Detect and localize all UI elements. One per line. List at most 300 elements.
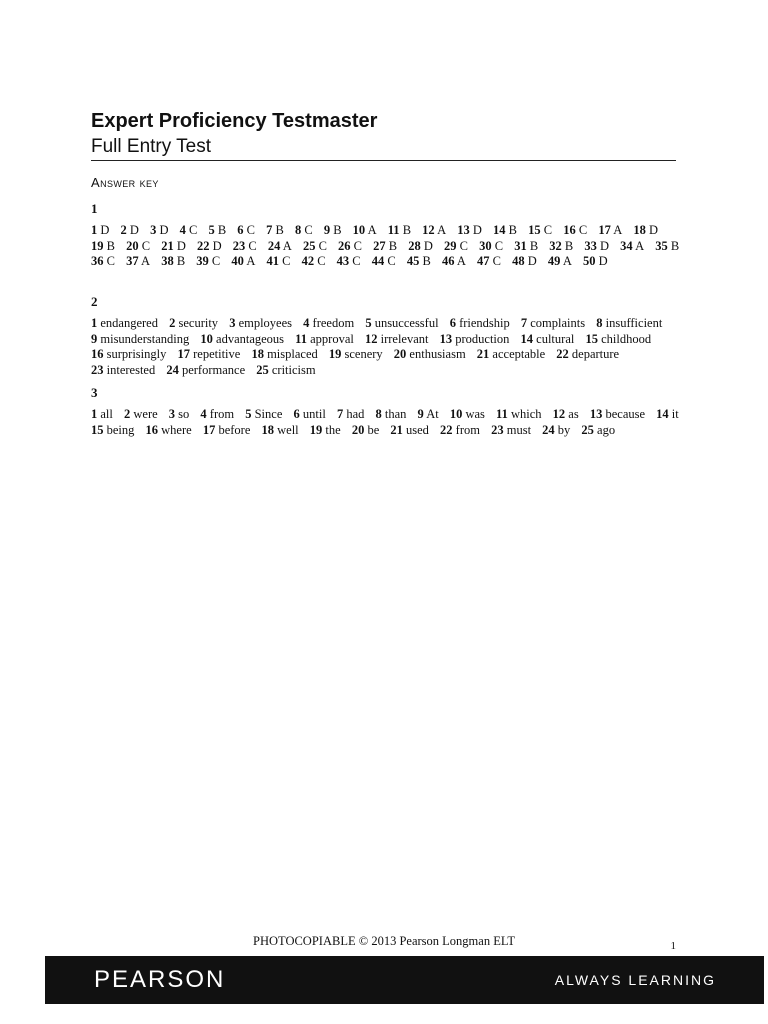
answer-value: A <box>437 223 447 237</box>
answer-number: 41 <box>266 254 279 268</box>
answer-value: B <box>217 223 227 237</box>
answer-item <box>126 254 150 270</box>
answer-item <box>553 407 579 423</box>
answer-value: misplaced <box>267 347 318 361</box>
answer-item <box>161 254 185 270</box>
answer-number: 16 <box>91 347 104 361</box>
answer-item <box>126 239 150 255</box>
answer-item <box>295 332 354 348</box>
answer-number: 3 <box>229 316 236 330</box>
answer-item <box>512 254 537 270</box>
answer-number: 22 <box>556 347 569 361</box>
answer-number: 7 <box>520 316 528 330</box>
answer-number: 2 <box>124 407 131 421</box>
answer-number: 3 <box>150 223 157 237</box>
answer-value: must <box>506 422 532 437</box>
answer-item <box>166 363 245 379</box>
answer-value: from <box>455 422 480 437</box>
answer-list <box>91 407 691 438</box>
answer-value: by <box>557 422 571 437</box>
answer-value: until <box>302 407 326 421</box>
answer-number: 27 <box>373 238 386 253</box>
answer-number: 6 <box>293 407 300 421</box>
answer-number: 39 <box>196 254 209 268</box>
answer-number: 40 <box>231 254 244 268</box>
answer-value: had <box>346 407 365 421</box>
answer-number: 8 <box>596 316 603 330</box>
brand-tagline: ALWAYS LEARNING <box>554 972 716 988</box>
answer-item <box>563 223 587 239</box>
answer-value: B <box>529 238 539 253</box>
answer-value: the <box>325 422 341 437</box>
answer-number: 19 <box>91 238 104 253</box>
answer-number: 34 <box>620 238 633 253</box>
answer-value: A <box>367 223 377 237</box>
answer-value: before <box>218 422 251 437</box>
answer-value: C <box>317 254 326 268</box>
answer-number: 24 <box>267 238 281 253</box>
answer-item <box>302 254 326 270</box>
answer-number: 14 <box>493 223 506 237</box>
answer-key-heading: Answer key <box>91 175 159 190</box>
answer-number: 22 <box>440 422 453 437</box>
answer-value: D <box>472 223 482 237</box>
answer-item <box>450 316 510 332</box>
answer-number: 9 <box>417 407 424 421</box>
section-3 <box>91 385 691 438</box>
document-header <box>91 108 676 161</box>
answer-number: 1 <box>91 316 98 330</box>
answer-item <box>548 254 572 270</box>
answer-number: 21 <box>161 238 174 253</box>
answer-item <box>200 407 234 423</box>
answer-number: 13 <box>457 223 470 237</box>
answer-number: 2 <box>120 223 127 237</box>
answer-number: 18 <box>251 347 264 361</box>
answer-number: 2 <box>169 316 176 330</box>
answer-value: C <box>248 238 257 253</box>
answer-value: which <box>510 407 542 421</box>
answer-value: cultural <box>536 331 575 346</box>
answer-number: 22 <box>196 238 210 253</box>
answer-number: 20 <box>351 422 365 437</box>
answer-item <box>237 223 255 239</box>
answer-value: security <box>178 316 219 330</box>
answer-number: 21 <box>390 422 403 437</box>
answer-item <box>251 347 317 363</box>
answer-number: 38 <box>161 254 174 268</box>
answer-value: C <box>578 223 588 237</box>
answer-item <box>200 332 284 348</box>
answer-number: 14 <box>520 331 534 346</box>
answer-item <box>169 316 218 332</box>
answer-value: A <box>635 238 645 253</box>
answer-item <box>442 254 466 270</box>
answer-value: be <box>367 422 380 437</box>
answer-value: C <box>304 223 313 237</box>
answer-item <box>268 239 292 255</box>
answer-number: 25 <box>581 422 594 437</box>
answer-value: D <box>527 254 537 268</box>
answer-item <box>124 407 158 423</box>
answer-value: C <box>141 238 151 253</box>
answer-number: 18 <box>261 422 274 437</box>
answer-number: 9 <box>91 331 98 346</box>
answer-number: 4 <box>200 407 207 421</box>
answer-value: surprisingly <box>106 347 167 361</box>
answer-value: C <box>318 238 327 253</box>
answer-value: production <box>455 331 510 346</box>
pearson-logo: PEARSON <box>94 966 226 993</box>
answer-value: B <box>275 223 284 237</box>
answer-value: C <box>543 223 553 237</box>
answer-value: was <box>465 407 485 421</box>
answer-value: D <box>600 238 610 253</box>
answer-value: B <box>176 254 186 268</box>
answer-item <box>337 407 364 423</box>
answer-value: from <box>209 407 235 421</box>
answer-value: friendship <box>459 316 510 330</box>
answer-number: 11 <box>295 331 307 346</box>
answer-item <box>231 254 255 270</box>
answer-item <box>365 332 429 348</box>
section-1 <box>91 201 691 270</box>
answer-number: 17 <box>598 223 611 237</box>
answer-item <box>91 363 155 379</box>
answer-value: approval <box>310 331 354 346</box>
answer-number: 49 <box>547 254 561 268</box>
answer-item <box>596 316 662 332</box>
answer-value: C <box>352 254 361 268</box>
copyright-notice: PHOTOCOPIABLE © 2013 Pearson Longman ELT <box>253 934 515 948</box>
answer-value: B <box>106 238 115 253</box>
answer-item <box>295 223 313 239</box>
answer-item <box>91 316 158 332</box>
answer-number: 7 <box>336 407 344 421</box>
answer-item <box>479 239 503 255</box>
answer-value: being <box>106 422 135 437</box>
answer-value: enthusiasm <box>409 347 466 361</box>
answer-value: A <box>141 254 151 268</box>
answer-number: 5 <box>245 407 252 421</box>
answer-item <box>245 407 282 423</box>
answer-item <box>584 239 609 255</box>
answer-number: 23 <box>91 362 104 377</box>
answer-value: misunderstanding <box>100 331 190 346</box>
answer-item <box>353 223 377 239</box>
answer-item <box>310 423 341 439</box>
answer-value: so <box>178 407 190 421</box>
answer-item <box>266 223 284 239</box>
answer-value: A <box>246 254 256 268</box>
answer-number: 7 <box>266 223 273 237</box>
answer-item <box>121 223 139 239</box>
answer-item <box>521 316 585 332</box>
answer-item <box>655 239 679 255</box>
answer-item <box>338 239 362 255</box>
answer-number: 24 <box>166 362 179 377</box>
answer-item <box>418 407 439 423</box>
answer-value: D <box>176 238 186 253</box>
answer-value: C <box>246 223 255 237</box>
answer-item <box>440 423 480 439</box>
answer-value: C <box>106 254 115 268</box>
answer-number: 50 <box>583 254 596 268</box>
answer-item <box>229 316 292 332</box>
answer-value: D <box>649 223 659 237</box>
answer-item <box>440 332 510 348</box>
answer-value: A <box>282 238 292 253</box>
answer-value: were <box>133 407 158 421</box>
answer-value: C <box>188 223 198 237</box>
answer-list <box>91 316 691 378</box>
answer-value: A <box>613 223 623 237</box>
answer-item <box>233 239 257 255</box>
answer-number: 48 <box>512 254 525 268</box>
answer-value: D <box>129 223 139 237</box>
section-number: 3 <box>91 385 98 400</box>
answer-value: C <box>211 254 221 268</box>
answer-number: 26 <box>338 238 351 253</box>
document-subtitle: Full Entry Test <box>91 134 676 161</box>
answer-list <box>91 223 691 270</box>
answer-item <box>150 223 168 239</box>
answer-number: 11 <box>496 407 508 421</box>
answer-number: 3 <box>168 407 176 421</box>
answer-number: 28 <box>408 238 421 253</box>
answer-item <box>337 254 361 270</box>
answer-number: 30 <box>479 238 492 253</box>
answer-value: repetitive <box>193 347 241 361</box>
answer-item <box>373 239 397 255</box>
answer-value: D <box>159 223 169 237</box>
answer-value: D <box>212 238 222 253</box>
answer-number: 10 <box>200 331 213 346</box>
answer-value: B <box>402 223 412 237</box>
answer-number: 19 <box>328 347 342 361</box>
answer-number: 29 <box>444 238 457 253</box>
answer-number: 15 <box>585 331 598 346</box>
answer-item <box>590 407 645 423</box>
answer-value: At <box>426 407 439 421</box>
answer-number: 16 <box>145 422 159 437</box>
answer-item <box>491 423 531 439</box>
answer-number: 16 <box>563 223 576 237</box>
answer-item <box>394 347 466 363</box>
answer-value: C <box>282 254 291 268</box>
answer-item <box>390 423 429 439</box>
answer-number: 19 <box>309 422 323 437</box>
answer-item <box>208 223 226 239</box>
answer-value: irrelevant <box>380 331 429 346</box>
answer-number: 1 <box>91 407 98 421</box>
answer-value: than <box>384 407 407 421</box>
document-title: Expert Proficiency Testmaster <box>91 110 378 132</box>
answer-item <box>91 223 109 239</box>
answer-value: scenery <box>344 347 383 361</box>
answer-number: 17 <box>177 347 190 361</box>
answer-number: 12 <box>552 407 566 421</box>
answer-item <box>477 254 501 270</box>
answer-number: 31 <box>514 238 527 253</box>
answer-item <box>376 407 407 423</box>
answer-number: 33 <box>584 238 597 253</box>
answer-value: D <box>598 254 608 268</box>
answer-item <box>556 347 619 363</box>
answer-item <box>91 254 115 270</box>
answer-number: 18 <box>633 223 646 237</box>
answer-number: 12 <box>422 223 435 237</box>
answer-value: departure <box>571 347 620 361</box>
answer-value: it <box>671 407 679 421</box>
answer-number: 23 <box>232 238 246 253</box>
answer-number: 36 <box>91 254 104 268</box>
answer-number: 13 <box>439 331 453 346</box>
answer-item <box>262 423 299 439</box>
answer-number: 11 <box>387 223 400 237</box>
answer-item <box>408 239 433 255</box>
answer-number: 14 <box>656 407 669 421</box>
answer-value: as <box>568 407 579 421</box>
answer-number: 25 <box>256 362 269 377</box>
answer-value: all <box>100 407 113 421</box>
answer-item <box>146 423 192 439</box>
answer-value: childhood <box>601 331 652 346</box>
page-number: 1 <box>670 940 676 952</box>
answer-item <box>180 223 198 239</box>
answer-number: 15 <box>528 223 541 237</box>
answer-number: 8 <box>375 407 382 421</box>
answer-number: 6 <box>449 316 456 330</box>
answer-item <box>161 239 186 255</box>
answer-value: endangered <box>100 316 158 330</box>
answer-item <box>352 423 379 439</box>
answer-item <box>91 407 113 423</box>
answer-item <box>388 223 411 239</box>
answer-item <box>91 239 115 255</box>
answer-number: 15 <box>91 422 104 437</box>
answer-item <box>656 407 679 423</box>
answer-value: B <box>564 238 574 253</box>
answer-number: 44 <box>371 254 385 268</box>
answer-item <box>583 254 608 270</box>
answer-item <box>633 223 658 239</box>
answer-value: B <box>670 238 680 253</box>
answer-item <box>542 423 570 439</box>
section-number: 2 <box>91 294 98 309</box>
answer-number: 5 <box>208 223 215 237</box>
answer-item <box>477 347 545 363</box>
answer-item <box>549 239 573 255</box>
answer-value: C <box>492 254 501 268</box>
answer-item <box>514 239 538 255</box>
answer-item <box>91 332 189 348</box>
answer-item <box>196 254 220 270</box>
answer-item <box>169 407 190 423</box>
answer-number: 8 <box>294 223 302 237</box>
answer-number: 23 <box>491 422 504 437</box>
answer-item <box>493 223 517 239</box>
answer-value: unsuccessful <box>374 316 439 330</box>
answer-number: 1 <box>91 223 98 237</box>
answer-number: 10 <box>449 407 463 421</box>
section-2 <box>91 294 691 378</box>
answer-number: 24 <box>542 422 555 437</box>
answer-value: B <box>422 254 431 268</box>
answer-number: 17 <box>202 422 216 437</box>
answer-item <box>203 423 251 439</box>
answer-value: C <box>353 238 362 253</box>
answer-item <box>324 223 342 239</box>
answer-item <box>450 407 485 423</box>
answer-number: 20 <box>393 347 407 361</box>
answer-value: D <box>100 223 110 237</box>
answer-item <box>620 239 644 255</box>
answer-number: 5 <box>365 316 372 330</box>
answer-item <box>585 332 651 348</box>
answer-number: 9 <box>323 223 331 237</box>
brand-footer-bar <box>45 956 764 1004</box>
answer-item <box>598 223 622 239</box>
answer-item <box>91 347 166 363</box>
answer-number: 47 <box>477 254 490 268</box>
answer-item <box>365 316 438 332</box>
answer-item <box>177 347 240 363</box>
answer-item <box>521 332 575 348</box>
answer-item <box>303 316 354 332</box>
answer-item <box>444 239 468 255</box>
answer-value: performance <box>181 362 246 377</box>
answer-value: B <box>388 238 398 253</box>
answer-item <box>422 223 446 239</box>
answer-item <box>91 423 134 439</box>
answer-number: 10 <box>352 223 366 237</box>
answer-number: 4 <box>303 316 310 330</box>
answer-item <box>329 347 383 363</box>
answer-item <box>407 254 431 270</box>
answer-value: used <box>406 422 429 437</box>
answer-number: 37 <box>126 254 139 268</box>
answer-value: well <box>277 422 299 437</box>
answer-value: C <box>387 254 396 268</box>
answer-item <box>457 223 482 239</box>
answer-number: 46 <box>441 254 455 268</box>
answer-number: 13 <box>589 407 603 421</box>
answer-value: C <box>459 238 468 253</box>
answer-value: A <box>562 254 572 268</box>
answer-item <box>496 407 542 423</box>
answer-value: interested <box>106 362 156 377</box>
answer-number: 42 <box>301 254 315 268</box>
answer-number: 25 <box>302 238 316 253</box>
answer-item <box>266 254 290 270</box>
answer-value: D <box>423 238 433 253</box>
answer-item <box>197 239 222 255</box>
answer-number: 32 <box>549 238 562 253</box>
answer-item <box>294 407 326 423</box>
answer-value: criticism <box>271 362 316 377</box>
answer-item <box>581 423 615 439</box>
answer-value: A <box>456 254 466 268</box>
answer-number: 20 <box>126 238 139 253</box>
answer-value: employees <box>238 316 293 330</box>
answer-value: where <box>161 422 192 437</box>
answer-item <box>256 363 315 379</box>
answer-value: freedom <box>312 316 355 330</box>
answer-value: C <box>494 238 504 253</box>
answer-value: insufficient <box>605 316 663 330</box>
answer-number: 35 <box>655 238 668 253</box>
